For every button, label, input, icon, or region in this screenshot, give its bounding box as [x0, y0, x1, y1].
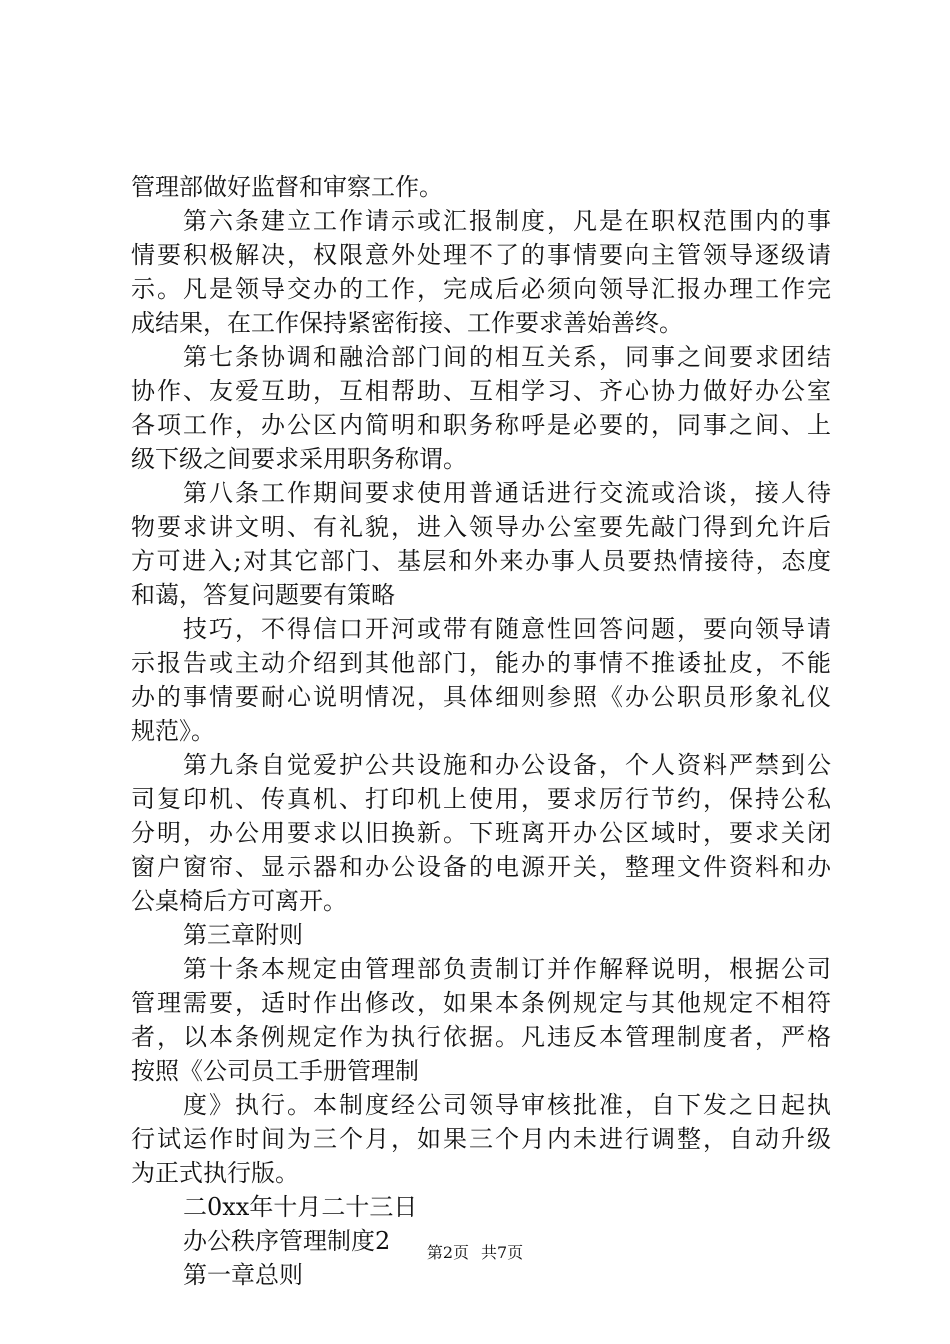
text-line: 成结果，在工作保持紧密衔接、工作要求善始善终。 [131, 309, 683, 337]
text-line: 管理需要，适时作出修改，如果本条例规定与其他规定不相符 [131, 989, 831, 1017]
document-title: 办公秩序管理制度2 [183, 1227, 391, 1255]
text-line: 方可进入;对其它部门、基层和外来办事人员要热情接待，态度 [131, 547, 831, 575]
text-line: 协作、友爱互助，互相帮助、互相学习、齐心协力做好办公室 [131, 377, 831, 405]
text-line: 第九条自觉爱护公共设施和办公设备，个人资料严禁到公 [183, 751, 831, 779]
text-line: 公桌椅后方可离开。 [131, 887, 347, 915]
text-line: 规范》。 [131, 717, 215, 745]
text-line: 第八条工作期间要求使用普通话进行交流或洽谈，接人待 [183, 479, 831, 507]
text-line: 情要积极解决，权限意外处理不了的事情要向主管领导逐级请 [131, 241, 831, 269]
text-line: 第七条协调和融洽部门间的相互关系，同事之间要求团结 [183, 343, 831, 371]
text-line: 示。凡是领导交办的工作，完成后必须向领导汇报办理工作完 [131, 275, 831, 303]
text-line: 和蔼，答复问题要有策略 [131, 581, 395, 609]
text-line: 物要求讲文明、有礼貌，进入领导办公室要先敲门得到允许后 [131, 513, 831, 541]
text-line: 级下级之间要求采用职务称谓。 [131, 445, 467, 473]
text-line: 示报告或主动介绍到其他部门，能办的事情不推诿扯皮，不能 [131, 649, 831, 677]
text-line: 管理部做好监督和审察工作。 [131, 173, 443, 201]
page-total: 共7页 [481, 1243, 524, 1262]
text-line: 办的事情要耐心说明情况，具体细则参照《办公职员形象礼仪 [131, 683, 831, 711]
text-line: 第十条本规定由管理部负责制订并作解释说明，根据公司 [183, 955, 831, 983]
text-line: 技巧，不得信口开河或带有随意性回答问题，要向领导请 [183, 615, 831, 643]
page-footer [0, 1242, 950, 1264]
text-line: 为正式执行版。 [131, 1159, 299, 1187]
chapter-heading: 第一章总则 [183, 1261, 303, 1289]
text-line: 按照《公司员工手册管理制 [131, 1057, 419, 1085]
text-line: 第六条建立工作请示或汇报制度，凡是在职权范围内的事 [183, 207, 831, 235]
chapter-heading: 第三章附则 [183, 921, 303, 949]
text-line: 各项工作，办公区内简明和职务称呼是必要的，同事之间、上 [131, 411, 831, 439]
text-line: 行试运作时间为三个月，如果三个月内未进行调整，自动升级 [131, 1125, 831, 1153]
page-number: 第2页 [426, 1243, 469, 1262]
text-line: 司复印机、传真机、打印机上使用，要求厉行节约，保持公私 [131, 785, 831, 813]
date-line: 二0xx年十月二十三日 [183, 1193, 418, 1221]
text-line: 窗户窗帘、显示器和办公设备的电源开关，整理文件资料和办 [131, 853, 831, 881]
text-line: 分明，办公用要求以旧换新。下班离开办公区域时，要求关闭 [131, 819, 831, 847]
document-body [131, 170, 831, 1292]
text-line: 者，以本条例规定作为执行依据。凡违反本管理制度者，严格 [131, 1023, 831, 1051]
text-line: 度》执行。本制度经公司领导审核批准，自下发之日起执 [183, 1091, 831, 1119]
